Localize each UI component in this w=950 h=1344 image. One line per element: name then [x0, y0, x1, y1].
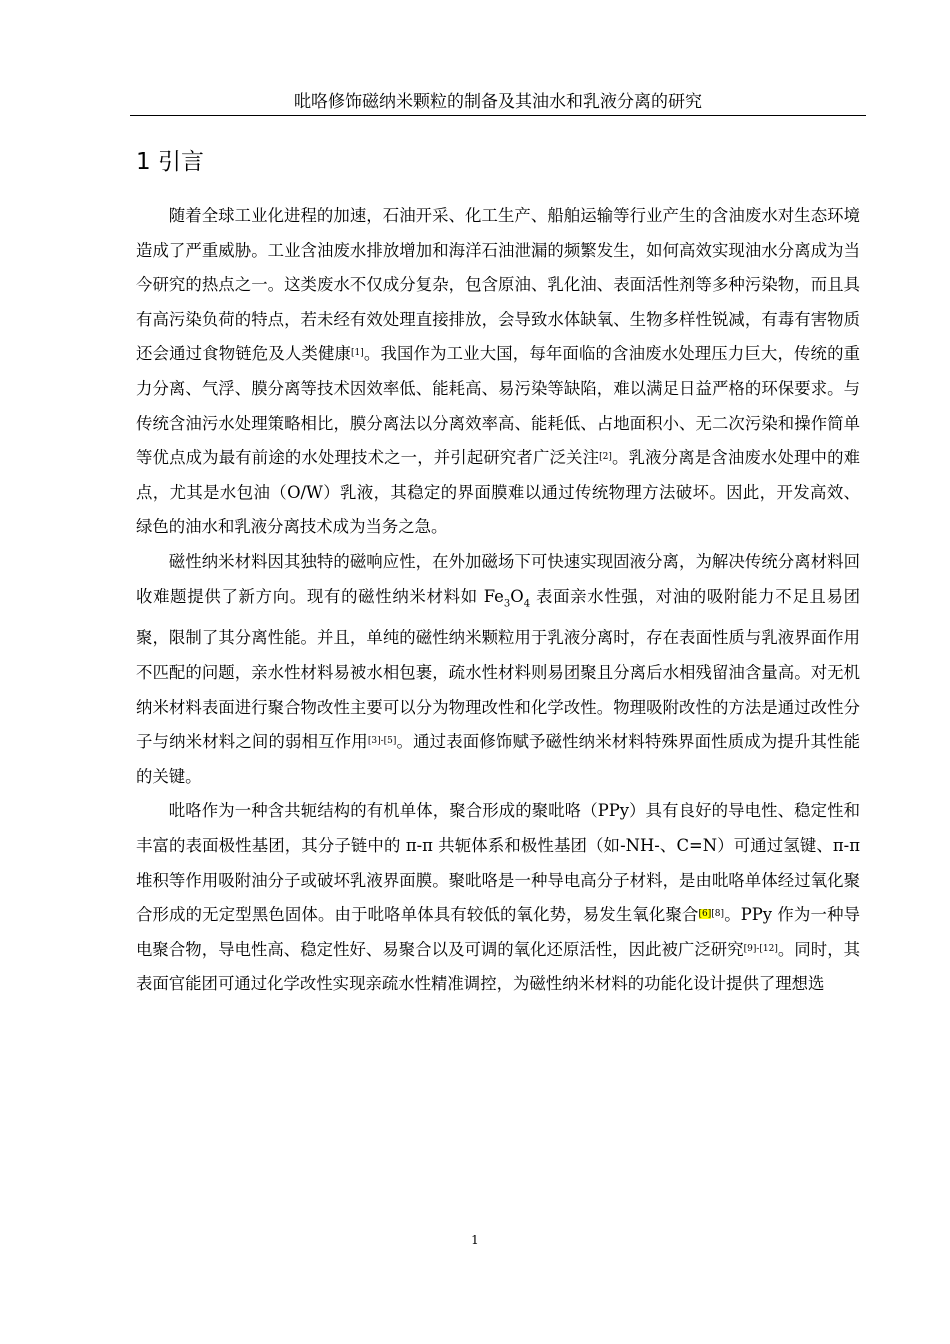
citation-reference: [2]	[599, 452, 612, 463]
citation-reference: [1]	[351, 348, 364, 359]
paragraph-text: 。我国作为工业大国，每年面临的含油废水处理压力巨大，传统的重力分离、气浮、膜分离等技术因效率低、能耗高、易污染等缺陷，难以满足日益严格的环保要求。与传统含油污水处理策略相比，膜分离法以分离效率高、能耗低、占地面积小、无二次污染和操作简单等优点成为最有前途的水处理技术之一，并引起研究者广泛关注	[136, 344, 861, 468]
chemical-subscript: 3	[503, 597, 511, 609]
citation-reference: [3]-[5]	[367, 736, 397, 747]
body-text	[136, 199, 860, 1002]
paragraph-text: 吡咯作为一种含共轭结构的有机单体，聚合形成的聚吡咯（PPy）具有良好的导电性、稳定性和丰富的表面极性基团，其分子链中的 π-π 共轭体系和极性基团（如-NH-、C=N）可通过氢键、π-π 堆积等作用吸附油分子或破坏乳液界面膜。聚吡咯是一种导电高分子材料，是由吡咯单体经过氧化聚合形成的无定型黑色固体。由于吡咯单体具有较低的氧化势，易发生氧化聚合	[136, 801, 860, 925]
paragraph-text: 表面亲水性强，对油的吸附能力不足且易团聚，限制了其分离性能。并且，单纯的磁性纳米颗粒用于乳液分离时，存在表面性质与乳液界面作用不匹配的问题，亲水性材料易被水相包裹，疏水性材料则易团聚且分离后水相残留油含量高。对无机纳米材料表面进行聚合物改性主要可以分为物理改性和化学改性。物理吸附改性的方法是通过改性分子与纳米材料之间的弱相互作用	[136, 586, 860, 752]
paragraph-text: O	[510, 586, 524, 606]
paragraph	[136, 545, 860, 794]
paragraph	[136, 199, 860, 545]
paragraph-text: 。乳液分离是含油废水处理中的难点，尤其是水包油（O/W）乳液，其稳定的界面膜难以通过传统物理方法破坏。因此，开发高效、绿色的油水和乳液分离技术成为当务之急。	[136, 448, 861, 537]
header-divider	[130, 115, 866, 116]
page-number: 1	[471, 1233, 479, 1247]
chemical-subscript: 4	[523, 597, 531, 609]
paragraph	[136, 794, 860, 1002]
section-title: 1 引言	[136, 149, 204, 175]
paragraph-text: 。同时，其表面官能团可通过化学改性实现亲疏水性精准调控，为磁性纳米材料的功能化设计提供了理想选	[136, 939, 861, 994]
citation-reference: [8]	[711, 909, 725, 920]
paragraph-text: 。通过表面修饰赋予磁性纳米材料特殊界面性质成为提升其性能的关键。	[136, 732, 861, 786]
running-header: 吡咯修饰磁纳米颗粒的制备及其油水和乳液分离的研究	[294, 92, 702, 112]
paragraph-text: 磁性纳米材料因其独特的磁响应性，在外加磁场下可快速实现固液分离，为解决传统分离材料回收难题提供了新方向。现有的磁性纳米材料如 Fe	[136, 551, 860, 606]
paragraph-text: 随着全球工业化进程的加速，石油开采、化工生产、船舶运输等行业产生的含油废水对生态环境造成了严重威胁。工业含油废水排放增加和海洋石油泄漏的频繁发生，如何高效实现油水分离成为当今研究的热点之一。这类废水不仅成分复杂，包含原油、乳化油、表面活性剂等多种污染物，而且具有高污染负荷的特点，若未经有效处理直接排放，会导致水体缺氧、生物多样性锐减，有毒有害物质还会通过食物链危及人类健康	[136, 206, 860, 364]
citation-reference: [9]-[12]	[743, 943, 778, 954]
paragraph-text: 。PPy 作为一种导电聚合物，导电性高、稳定性好、易聚合以及可调的氧化还原活性，因此被广泛研究	[136, 905, 861, 959]
citation-reference: [6]	[698, 909, 712, 920]
